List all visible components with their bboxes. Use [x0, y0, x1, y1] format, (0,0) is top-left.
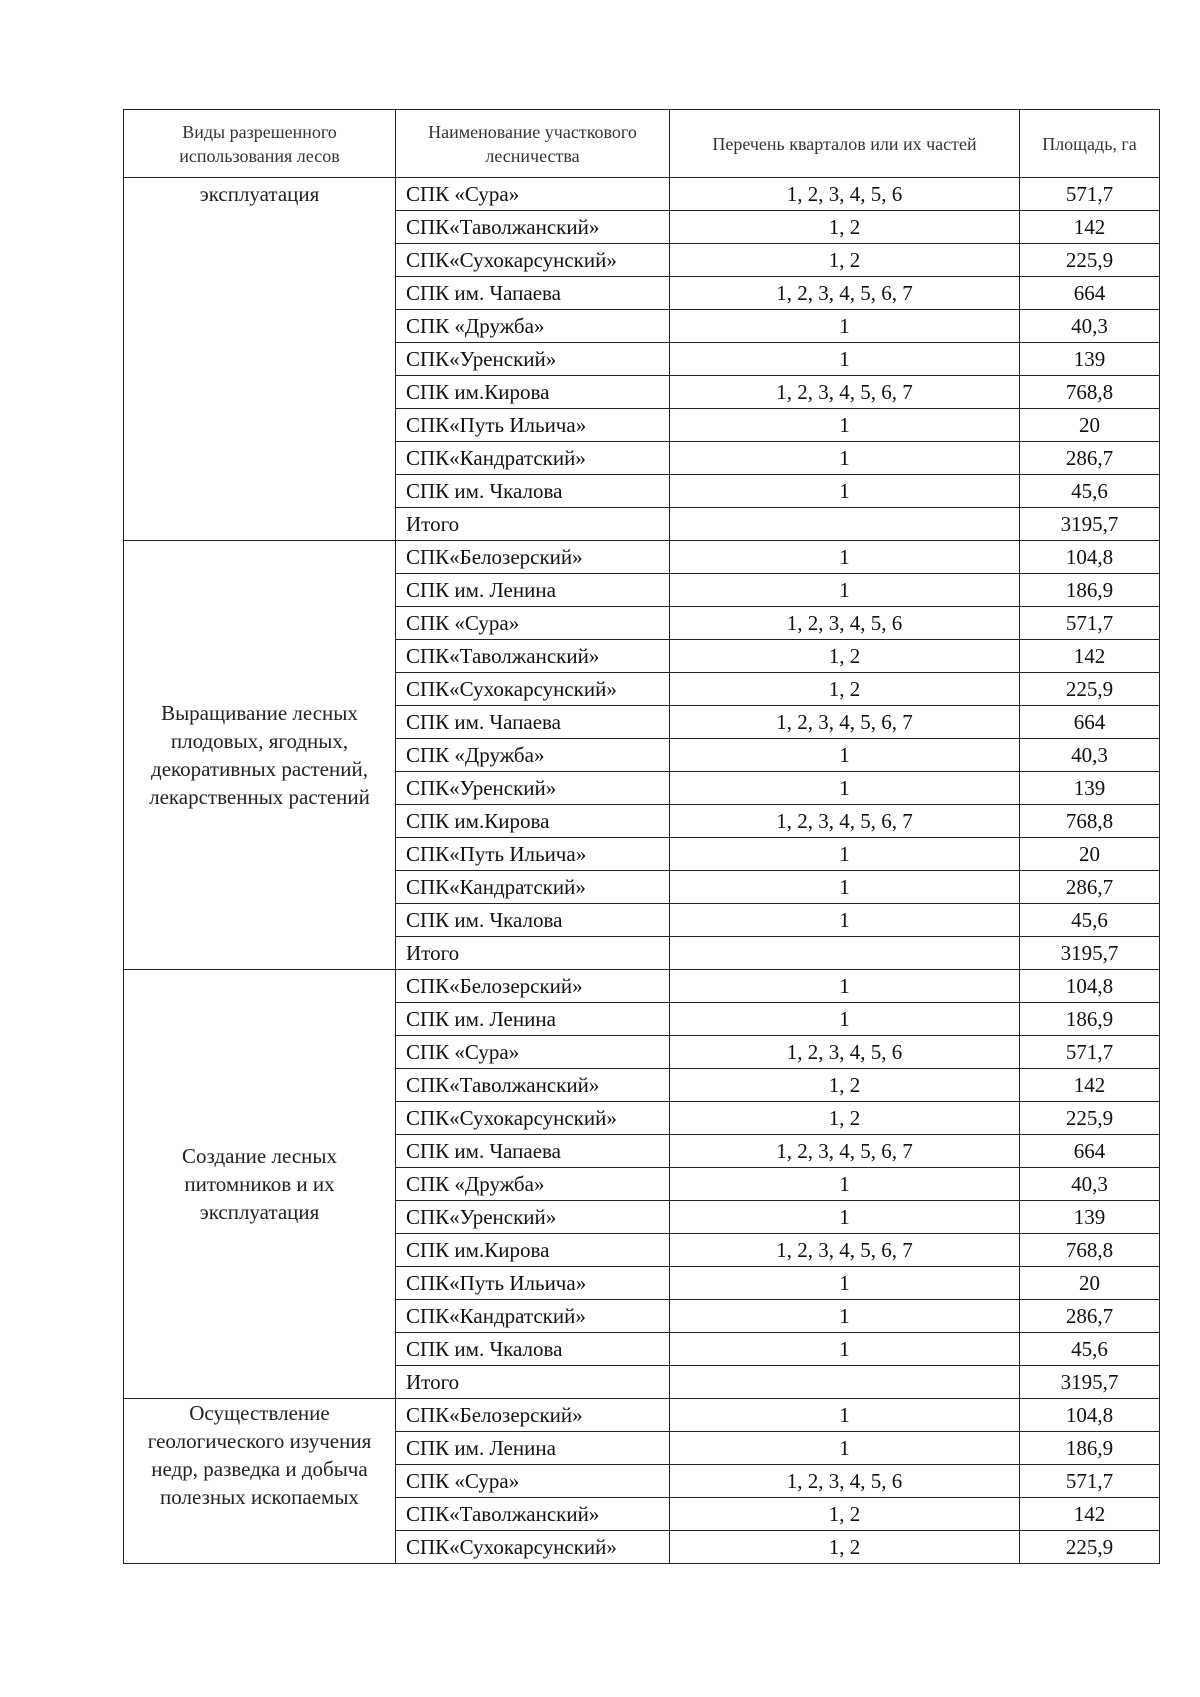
quarters-cell: 1, 2, 3, 4, 5, 6, 7 [670, 277, 1020, 310]
area-cell: 104,8 [1020, 541, 1160, 574]
quarters-cell: 1 [670, 1432, 1020, 1465]
area-cell: 768,8 [1020, 1234, 1160, 1267]
forestry-name-cell: СПК«Таволжанский» [396, 1069, 670, 1102]
forestry-name-cell: СПК«Путь Ильича» [396, 1267, 670, 1300]
area-cell: 142 [1020, 1069, 1160, 1102]
area-cell: 142 [1020, 640, 1160, 673]
quarters-cell: 1, 2 [670, 640, 1020, 673]
area-cell: 225,9 [1020, 673, 1160, 706]
quarters-cell: 1, 2 [670, 211, 1020, 244]
quarters-cell: 1 [670, 1300, 1020, 1333]
quarters-cell: 1 [670, 1399, 1020, 1432]
area-cell: 142 [1020, 211, 1160, 244]
forestry-name-cell: СПК им. Чапаева [396, 706, 670, 739]
quarters-cell: 1, 2, 3, 4, 5, 6, 7 [670, 1234, 1020, 1267]
table-row [124, 1399, 1160, 1432]
forestry-name-cell: СПК«Уренский» [396, 772, 670, 805]
quarters-cell: 1, 2, 3, 4, 5, 6 [670, 607, 1020, 640]
area-cell: 45,6 [1020, 475, 1160, 508]
header-use-type: Виды разрешенного использования лесов [124, 110, 396, 178]
area-cell: 139 [1020, 1201, 1160, 1234]
quarters-cell: 1, 2, 3, 4, 5, 6 [670, 178, 1020, 211]
area-cell: 768,8 [1020, 376, 1160, 409]
quarters-cell: 1, 2, 3, 4, 5, 6, 7 [670, 805, 1020, 838]
quarters-cell: 1 [670, 409, 1020, 442]
forestry-name-cell: СПК «Сура» [396, 607, 670, 640]
quarters-cell: 1, 2 [670, 244, 1020, 277]
area-cell: 571,7 [1020, 607, 1160, 640]
area-cell: 20 [1020, 409, 1160, 442]
quarters-cell: 1 [670, 1201, 1020, 1234]
area-cell: 664 [1020, 1135, 1160, 1168]
area-cell: 40,3 [1020, 739, 1160, 772]
area-cell: 286,7 [1020, 442, 1160, 475]
area-cell: 139 [1020, 772, 1160, 805]
forestry-name-cell: СПК «Дружба» [396, 739, 670, 772]
area-cell: 139 [1020, 343, 1160, 376]
quarters-cell: 1 [670, 838, 1020, 871]
quarters-cell: 1, 2, 3, 4, 5, 6, 7 [670, 706, 1020, 739]
forestry-name-cell: СПК«Кандратский» [396, 442, 670, 475]
use-type-cell [124, 541, 396, 970]
quarters-cell: 1 [670, 343, 1020, 376]
area-cell: 225,9 [1020, 244, 1160, 277]
area-cell: 20 [1020, 1267, 1160, 1300]
area-cell: 186,9 [1020, 574, 1160, 607]
forestry-name-cell: СПК им.Кирова [396, 805, 670, 838]
forestry-name-cell: СПК«Сухокарсунский» [396, 244, 670, 277]
quarters-cell: 1 [670, 310, 1020, 343]
header-area: Площадь, га [1020, 110, 1160, 178]
quarters-cell: 1 [670, 1168, 1020, 1201]
forestry-name-cell: СПК «Дружба» [396, 1168, 670, 1201]
area-cell: 3195,7 [1020, 937, 1160, 970]
area-cell: 186,9 [1020, 1003, 1160, 1036]
forestry-name-cell: СПК им. Ленина [396, 1003, 670, 1036]
quarters-cell: 1 [670, 871, 1020, 904]
area-cell: 45,6 [1020, 1333, 1160, 1366]
forestry-name-cell: СПК«Сухокарсунский» [396, 1102, 670, 1135]
quarters-cell: 1 [670, 1267, 1020, 1300]
area-cell: 286,7 [1020, 1300, 1160, 1333]
area-cell: 3195,7 [1020, 1366, 1160, 1399]
area-cell: 225,9 [1020, 1102, 1160, 1135]
header-row [124, 110, 1160, 178]
forest-use-table [123, 109, 1160, 1564]
forestry-name-cell: СПК«Сухокарсунский» [396, 673, 670, 706]
quarters-cell: 1 [670, 541, 1020, 574]
forestry-name-cell: СПК«Кандратский» [396, 871, 670, 904]
quarters-cell: 1 [670, 772, 1020, 805]
forestry-name-cell: СПК«Таволжанский» [396, 211, 670, 244]
quarters-cell [670, 937, 1020, 970]
forestry-name-cell: СПК«Таволжанский» [396, 640, 670, 673]
area-cell: 768,8 [1020, 805, 1160, 838]
forestry-name-cell: СПК им. Чкалова [396, 475, 670, 508]
use-type-cell [124, 1399, 396, 1564]
area-cell: 664 [1020, 277, 1160, 310]
use-type-label: Осуществление геологического изучения недр, разведка и добыча полезных ископаемых [147, 1401, 372, 1509]
area-cell: 186,9 [1020, 1432, 1160, 1465]
forestry-name-cell: СПК им. Ленина [396, 1432, 670, 1465]
forestry-name-cell: СПК им. Ленина [396, 574, 670, 607]
area-cell: 40,3 [1020, 310, 1160, 343]
use-type-label: Создание лесных питомников и их эксплуатация [182, 1144, 337, 1224]
table-body [124, 178, 1160, 1564]
table-row [124, 178, 1160, 211]
quarters-cell: 1, 2, 3, 4, 5, 6 [670, 1036, 1020, 1069]
area-cell: 142 [1020, 1498, 1160, 1531]
forestry-name-cell: СПК им. Чапаева [396, 1135, 670, 1168]
forestry-name-cell: СПК«Белозерский» [396, 970, 670, 1003]
area-cell: 571,7 [1020, 178, 1160, 211]
use-type-label: эксплуатация [199, 182, 320, 206]
area-cell: 104,8 [1020, 1399, 1160, 1432]
area-cell: 40,3 [1020, 1168, 1160, 1201]
quarters-cell [670, 1366, 1020, 1399]
forestry-name-cell: СПК «Сура» [396, 178, 670, 211]
table-row [124, 970, 1160, 1003]
use-type-cell [124, 970, 396, 1399]
use-type-label: Выращивание лесных плодовых, ягодных, декоративных растений, лекарственных растений [149, 701, 370, 809]
forestry-name-cell: СПК им.Кирова [396, 376, 670, 409]
area-cell: 225,9 [1020, 1531, 1160, 1564]
area-cell: 104,8 [1020, 970, 1160, 1003]
quarters-cell: 1, 2 [670, 1069, 1020, 1102]
forestry-name-cell: СПК «Сура» [396, 1036, 670, 1069]
quarters-cell: 1, 2, 3, 4, 5, 6 [670, 1465, 1020, 1498]
area-cell: 571,7 [1020, 1036, 1160, 1069]
quarters-cell: 1, 2 [670, 673, 1020, 706]
quarters-cell: 1 [670, 475, 1020, 508]
forestry-name-cell: Итого [396, 937, 670, 970]
forestry-name-cell: СПК«Сухокарсунский» [396, 1531, 670, 1564]
forestry-name-cell: СПК«Белозерский» [396, 541, 670, 574]
forestry-name-cell: СПК им. Чкалова [396, 1333, 670, 1366]
quarters-cell [670, 508, 1020, 541]
forestry-name-cell: Итого [396, 1366, 670, 1399]
forestry-name-cell: СПК«Путь Ильича» [396, 838, 670, 871]
quarters-cell: 1, 2, 3, 4, 5, 6, 7 [670, 1135, 1020, 1168]
forestry-name-cell: СПК«Путь Ильича» [396, 409, 670, 442]
forestry-name-cell: СПК«Таволжанский» [396, 1498, 670, 1531]
forestry-name-cell: СПК им.Кирова [396, 1234, 670, 1267]
forestry-name-cell: СПК «Сура» [396, 1465, 670, 1498]
forestry-name-cell: СПК«Кандратский» [396, 1300, 670, 1333]
forestry-name-cell: СПК«Уренский» [396, 343, 670, 376]
header-forestry-name: Наименование участкового лесничества [396, 110, 670, 178]
forestry-name-cell: СПК им. Чапаева [396, 277, 670, 310]
forestry-name-cell: СПК«Уренский» [396, 1201, 670, 1234]
header-quarters-list: Перечень кварталов или их частей [670, 110, 1020, 178]
quarters-cell: 1 [670, 574, 1020, 607]
forestry-name-cell: СПК«Белозерский» [396, 1399, 670, 1432]
quarters-cell: 1 [670, 1003, 1020, 1036]
quarters-cell: 1 [670, 442, 1020, 475]
quarters-cell: 1 [670, 1333, 1020, 1366]
quarters-cell: 1, 2 [670, 1498, 1020, 1531]
quarters-cell: 1, 2, 3, 4, 5, 6, 7 [670, 376, 1020, 409]
quarters-cell: 1 [670, 739, 1020, 772]
quarters-cell: 1 [670, 904, 1020, 937]
forestry-name-cell: СПК им. Чкалова [396, 904, 670, 937]
area-cell: 3195,7 [1020, 508, 1160, 541]
quarters-cell: 1, 2 [670, 1531, 1020, 1564]
area-cell: 20 [1020, 838, 1160, 871]
area-cell: 664 [1020, 706, 1160, 739]
area-cell: 286,7 [1020, 871, 1160, 904]
quarters-cell: 1, 2 [670, 1102, 1020, 1135]
forestry-name-cell: СПК «Дружба» [396, 310, 670, 343]
use-type-cell [124, 178, 396, 541]
area-cell: 45,6 [1020, 904, 1160, 937]
quarters-cell: 1 [670, 970, 1020, 1003]
table-row [124, 541, 1160, 574]
forestry-name-cell: Итого [396, 508, 670, 541]
area-cell: 571,7 [1020, 1465, 1160, 1498]
